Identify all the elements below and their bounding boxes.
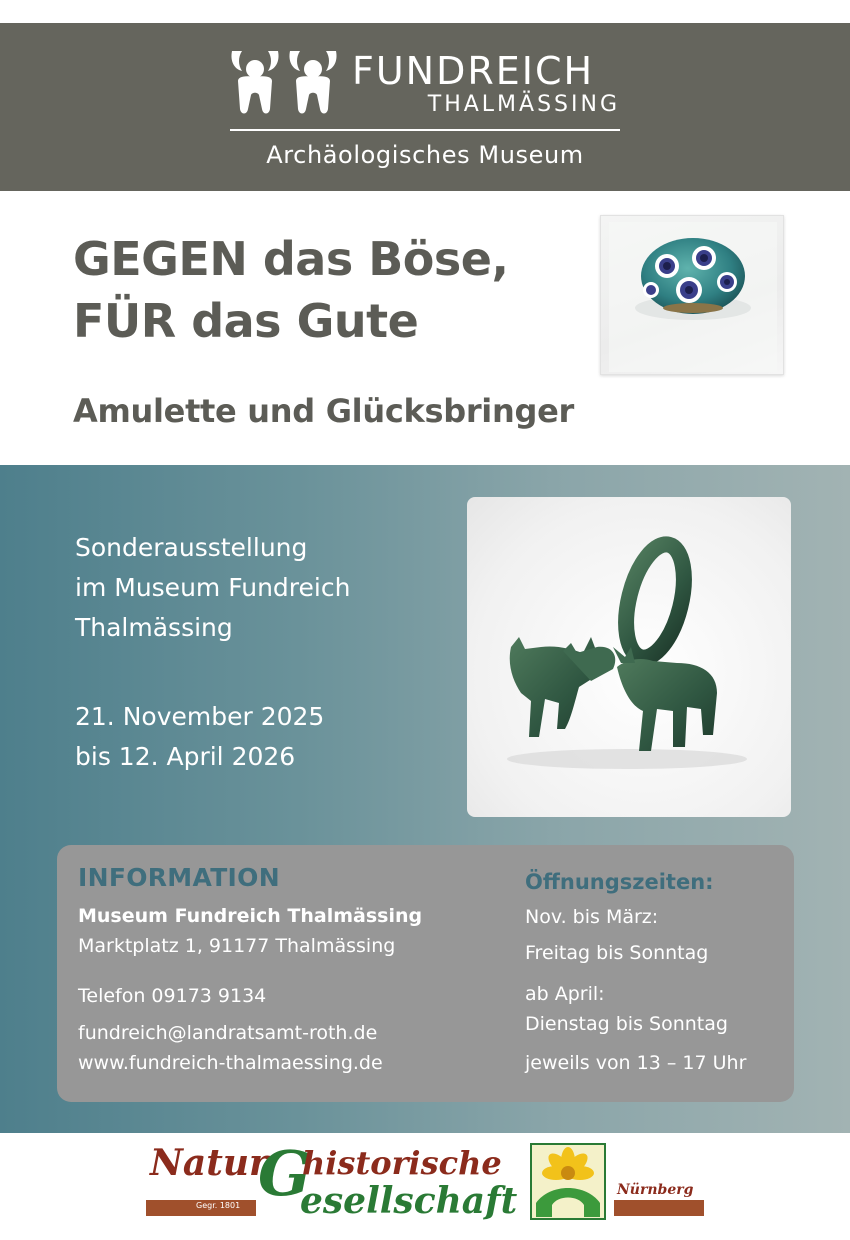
info-website-link[interactable]: www.fundreich-thalmaessing.de — [78, 1052, 383, 1074]
hours-period-2: ab April: — [525, 983, 605, 1005]
info-phone: Telefon 09173 9134 — [78, 985, 267, 1007]
hours-days-2: Dienstag bis Sonntag — [525, 1013, 728, 1035]
partner-word-gesellschaft: esellschaft — [300, 1180, 518, 1222]
exhibition-title — [73, 228, 593, 352]
intro-line-2: im Museum Fundreich — [75, 573, 351, 602]
info-email-link[interactable]: fundreich@landratsamt-roth.de — [78, 1022, 378, 1044]
exhibition-dates — [75, 697, 455, 777]
bronze-animal-amulet-photo — [467, 497, 791, 817]
partner-city: Nürnberg — [617, 1182, 694, 1198]
logo-title: FUNDREICH — [352, 49, 595, 93]
date-line-1: 21. November 2025 — [75, 702, 325, 731]
info-heading: INFORMATION — [78, 863, 280, 892]
glass-bead-photo — [600, 215, 784, 375]
partner-word-natur: Natur — [150, 1142, 269, 1184]
partner-founded: Gegr. 1801 — [196, 1201, 241, 1210]
exhibition-subtitle: Amulette und Glücksbringer — [73, 392, 574, 430]
hours-heading: Öffnungszeiten: — [525, 870, 714, 894]
exhibition-intro — [75, 528, 455, 648]
partner-word-historische: historische — [302, 1144, 502, 1182]
hours-days-1: Freitag bis Sonntag — [525, 942, 709, 964]
intro-line-3: Thalmässing — [75, 613, 233, 642]
hours-period-1: Nov. bis März: — [525, 906, 659, 928]
title-line-2: FÜR das Gute — [73, 294, 419, 348]
info-address: Marktplatz 1, 91177 Thalmässing — [78, 935, 396, 957]
date-line-2: bis 12. April 2026 — [75, 742, 296, 771]
partner-bar-right — [614, 1200, 704, 1216]
title-line-1: GEGEN das Böse, — [73, 232, 509, 286]
glass-bead-icon — [601, 216, 784, 375]
museum-name: Archäologisches Museum — [266, 141, 584, 169]
museum-logo-icon — [228, 47, 344, 117]
hours-time: jeweils von 13 – 17 Uhr — [525, 1052, 747, 1074]
logo-subtitle: THALMÄSSING — [427, 92, 620, 117]
logo-divider — [230, 129, 620, 131]
intro-line-1: Sonderausstellung — [75, 533, 308, 562]
partner-flower-icon — [530, 1143, 606, 1220]
partner-letter-g: G — [258, 1137, 311, 1210]
bronze-amulet-icon — [467, 497, 791, 817]
info-museum-name: Museum Fundreich Thalmässing — [78, 905, 423, 927]
